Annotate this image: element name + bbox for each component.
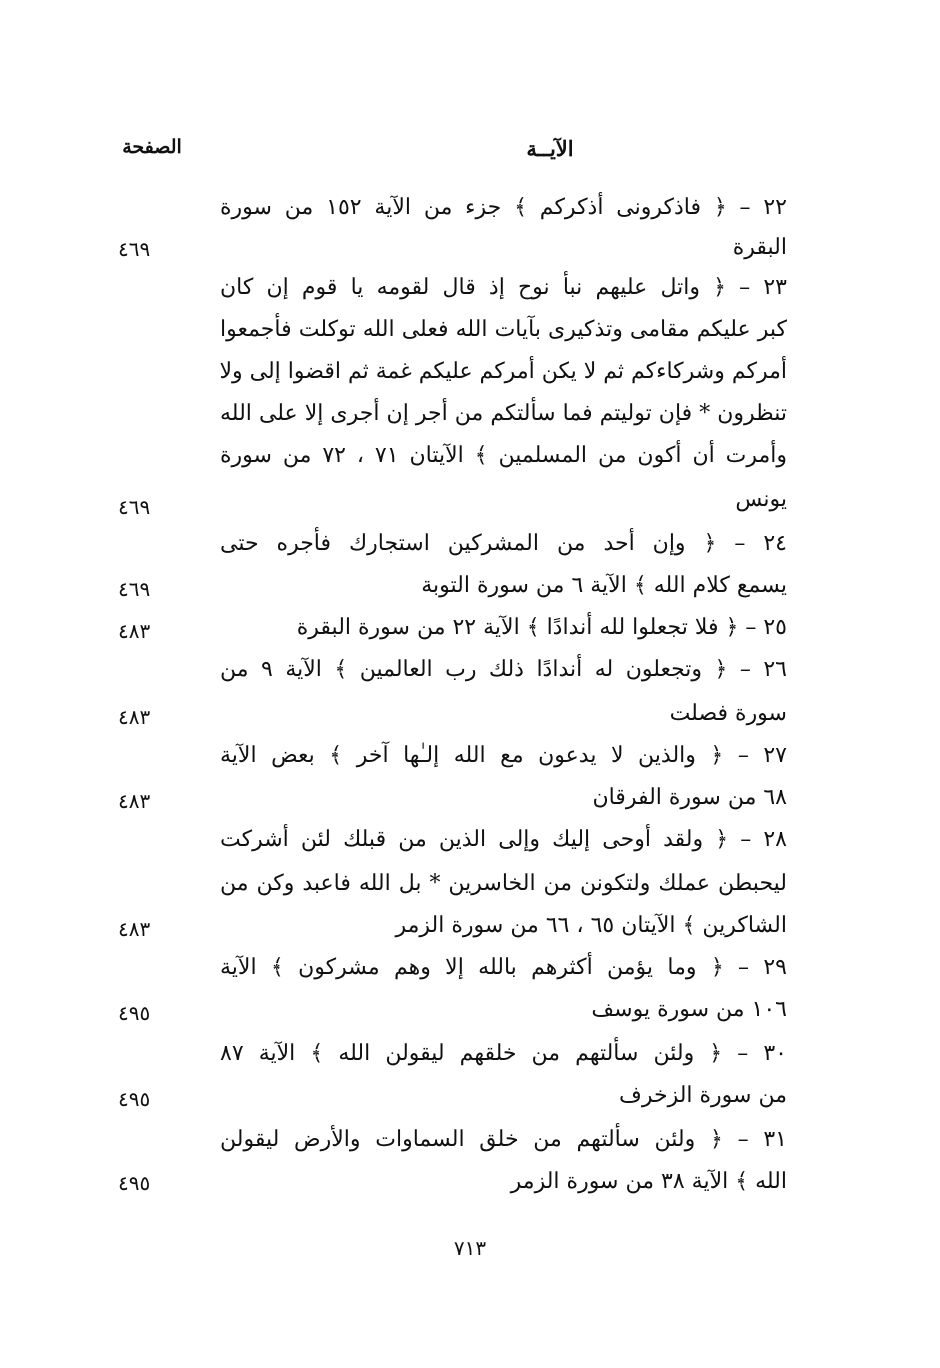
page-ref: ٤٨٣ [118, 789, 151, 813]
page-ref: ٤٦٩ [118, 495, 151, 519]
entry-line: يونس [735, 487, 787, 512]
page-ref: ٤٩٥ [118, 1001, 151, 1025]
entry-line: وأمرت أن أكون من المسلمين ﴾ الآيتان ٧١ ، ٧٢ من سورة [220, 443, 788, 468]
entry-line: ٢٤ – ﴿ وإن أحد من المشركين استجارك فأجره حتى [220, 531, 787, 556]
entry-line: ٢٢ – ﴿ فاذكرونى أذكركم ﴾ جزء من الآية ١٥٢ من سورة [220, 195, 787, 220]
entry-line: تنظرون * فإن توليتم فما سألتكم من أجر إن أجرى إلا على الله [220, 401, 787, 426]
entry-line: الشاكرين ﴾ الآيتان ٦٥ ، ٦٦ من سورة الزمر [395, 913, 787, 938]
column-header-aya: الآيــة [526, 136, 574, 161]
page-number: ٧١٣ [453, 1236, 487, 1260]
entry-line: البقرة [732, 235, 787, 260]
entry-line: ٣٠ – ﴿ ولئن سألتهم من خلقهم ليقولن الله ﴾ الآية ٨٧ [220, 1041, 787, 1066]
entry-line: ٢٥ – ﴿ فلا تجعلوا لله أندادًا ﴾ الآية ٢٢ من سورة البقرة [296, 615, 787, 640]
entry-line: كبر عليكم مقامى وتذكيرى بآيات الله فعلى الله توكلت فأجمعوا [220, 317, 787, 342]
page-ref: ٤٨٣ [118, 705, 151, 729]
entry-line: ٢٦ – ﴿ وتجعلون له أندادًا ذلك رب العالمين ﴾ الآية ٩ من [220, 657, 787, 682]
entry-line: ٢٣ – ﴿ واتل عليهم نبأ نوح إذ قال لقومه يا قوم إن كان [220, 275, 787, 300]
column-header-page: الصفحة [122, 136, 182, 158]
entry-line: ١٠٦ من سورة يوسف [591, 997, 787, 1022]
entry-line: يسمع كلام الله ﴾ الآية ٦ من سورة التوبة [421, 573, 787, 598]
page-ref: ٤٨٣ [118, 917, 151, 941]
page-ref: ٤٦٩ [118, 577, 151, 601]
entry-line: ٢٧ – ﴿ والذين لا يدعون مع الله إلـٰها آخر ﴾ بعض الآية [220, 743, 787, 768]
page-ref: ٤٨٣ [118, 619, 151, 643]
entry-line: سورة فصلت [669, 701, 787, 726]
entry-line: أمركم وشركاءكم ثم لا يكن أمركم عليكم غمة ثم اقضوا إلى ولا [219, 359, 787, 384]
entry-line: الله ﴾ الآية ٣٨ من سورة الزمر [510, 1169, 787, 1194]
page-ref: ٤٩٥ [118, 1171, 151, 1195]
page-ref: ٤٩٥ [118, 1087, 151, 1111]
entry-line: ٣١ – ﴿ ولئن سألتهم من خلق السماوات والأرض ليقولن [220, 1127, 787, 1152]
page-ref: ٤٦٩ [118, 237, 151, 261]
entry-line: ليحبطن عملك ولتكونن من الخاسرين * بل الله فاعبد وكن من [220, 871, 787, 896]
entry-line: ٢٨ – ﴿ ولقد أوحى إليك وإلى الذين من قبلك لئن أشركت [220, 827, 787, 852]
entry-line: ٦٨ من سورة الفرقان [592, 785, 787, 810]
entry-line: من سورة الزخرف [619, 1083, 787, 1108]
entry-line: ٢٩ – ﴿ وما يؤمن أكثرهم بالله إلا وهم مشركون ﴾ الآية [220, 955, 787, 980]
